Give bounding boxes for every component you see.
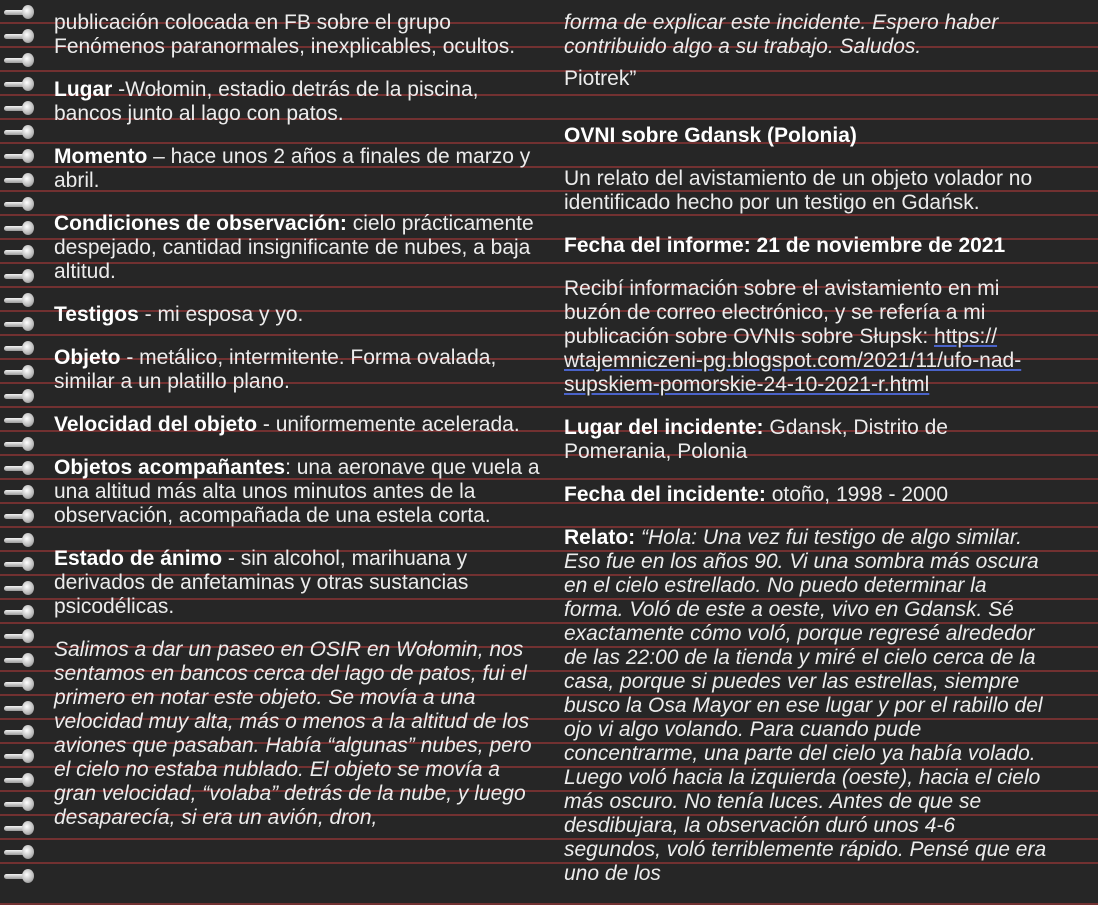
spiral-ring-icon	[4, 389, 34, 403]
story-label: Relato:	[564, 526, 636, 549]
notebook-spiral-binding	[0, 0, 42, 881]
spiral-ring-icon	[4, 53, 34, 67]
spiral-ring-icon	[4, 5, 34, 19]
incident-date	[564, 483, 1050, 507]
spiral-ring-icon	[4, 845, 34, 859]
intro-paragraph: publicación colocada en FB sobre el grupo Fenómenos paranormales, inexplicables, ocultos.	[54, 11, 516, 58]
field-label: Testigos	[54, 303, 139, 326]
spiral-ring-icon	[4, 653, 34, 667]
spiral-ring-icon	[4, 629, 34, 643]
field-label: Objeto	[54, 346, 121, 369]
spiral-ring-icon	[4, 29, 34, 43]
field-velocidad	[54, 413, 540, 437]
narrative-paragraph	[54, 638, 540, 830]
field-label: Momento	[54, 145, 148, 168]
narrative-text: Salimos a dar un paseo en OSIR en Wołomin, nos sentamos en bancos cerca del lago de patos, fui el primero en notar este objeto. Se movía a una velocidad muy alta, más o menos a la altitud de los aviones que pasaban. Había “algunas” nubes, pero el cielo no estaba nublado. El objeto se movía a gran velocidad, “volaba” detrás de la nube, y luego desaparecía, si era un avión, dron,	[54, 638, 532, 829]
field-label: Velocidad del objeto	[54, 413, 258, 436]
field-condiciones	[54, 212, 540, 284]
spiral-ring-icon	[4, 605, 34, 619]
field-testigos	[54, 303, 540, 327]
spiral-ring-icon	[4, 365, 34, 379]
report-date: Fecha del informe: 21 de noviembre de 2021	[564, 234, 1006, 257]
story-text: “Hola: Una vez fui testigo de algo similar. Eso fue en los años 90. Vi una sombra más oscura en el cielo estrellado. No puedo determinar la forma. Voló de este a oeste, vivo en Gdansk. Sé exactamente cómo voló, porque regresé alrededor de las 22:00 de la tienda y miré el cielo cerca de la casa, porque si puedes ver las estrellas, siempre busco la Osa Mayor en ese lugar y por el rabillo del ojo vi algo volando. Para cuando pude concentrarme, una parte del cielo ya había volado. Luego voló hacia la izquierda (oeste), hacia el cielo más oscuro. No tenía luces. Antes de que se desdibujara, la observación duró unos 4-6 segundos, voló terriblemente rápido. Pensé que era uno de los	[564, 526, 1047, 885]
field-objeto	[54, 346, 540, 394]
spiral-ring-icon	[4, 533, 34, 547]
spiral-ring-icon	[4, 773, 34, 787]
source-link[interactable]: https:// wtajemniczeni-pg.blogspot.com/2021/11/ufo-nad-supskiem-pomorskie-24-10-2021-r.html	[564, 325, 1022, 396]
spiral-ring-icon	[4, 677, 34, 691]
field-label: Estado de ánimo	[54, 547, 223, 570]
spiral-ring-icon	[4, 77, 34, 91]
place-value: Gdansk, Distrito de Pomerania, Polonia	[564, 416, 948, 463]
field-value: - mi esposa y yo.	[138, 303, 304, 326]
spiral-ring-icon	[4, 485, 34, 499]
left-column	[54, 11, 540, 849]
spiral-ring-icon	[4, 245, 34, 259]
spiral-ring-icon	[4, 749, 34, 763]
info-text: Recibí información sobre el avistamiento en mi buzón de correo electrónico, y se refería a mi publicación sobre OVNIs sobre Słupsk:	[564, 277, 1000, 348]
spiral-ring-icon	[4, 341, 34, 355]
field-value: -Wołomin, estadio detrás de la piscina, bancos junto al lago con patos.	[54, 78, 479, 125]
spiral-ring-icon	[4, 581, 34, 595]
spiral-ring-icon	[4, 701, 34, 715]
field-value: : una aeronave que vuela a una altitud más alta unos minutos antes de la observación, acompañada de una estela corta.	[54, 456, 540, 527]
spiral-ring-icon	[4, 149, 34, 163]
article-heading: OVNI sobre Gdansk (Polonia)	[564, 124, 857, 147]
field-estado-animo	[54, 547, 540, 619]
info-paragraph	[564, 277, 1050, 397]
spiral-ring-icon	[4, 269, 34, 283]
closing-text: forma de explicar este incidente. Espero haber contribuido algo a su trabajo. Saludos.	[564, 11, 999, 58]
spiral-ring-icon	[4, 461, 34, 475]
spiral-ring-icon	[4, 821, 34, 835]
spiral-ring-icon	[4, 221, 34, 235]
spiral-ring-icon	[4, 317, 34, 331]
field-label: Lugar	[54, 78, 113, 101]
summary-paragraph: Un relato del avistamiento de un objeto volador no identificado hecho por un testigo en Gdańsk.	[564, 167, 1033, 214]
spiral-ring-icon	[4, 197, 34, 211]
field-objetos-acompanantes	[54, 456, 540, 528]
field-label: Objetos acompañantes	[54, 456, 286, 479]
date-value: otoño, 1998 - 2000	[765, 483, 949, 506]
right-column	[564, 11, 1050, 905]
spiral-ring-icon	[4, 125, 34, 139]
signature: Piotrek”	[564, 67, 637, 90]
field-value: - metálico, intermitente. Forma ovalada, similar a un platillo plano.	[54, 346, 497, 393]
spiral-ring-icon	[4, 437, 34, 451]
field-value: – hace unos 2 años a finales de marzo y abril.	[54, 145, 531, 192]
field-value: - uniformemente acelerada.	[257, 413, 520, 436]
field-label: Condiciones de observación:	[54, 212, 347, 235]
spiral-ring-icon	[4, 797, 34, 811]
date-label: Fecha del incidente:	[564, 483, 766, 506]
field-momento	[54, 145, 540, 193]
closing-paragraph	[564, 11, 1050, 59]
field-value: cielo prácticamente despejado, cantidad insignificante de nubes, a baja altitud.	[54, 212, 534, 283]
field-lugar	[54, 78, 540, 126]
spiral-ring-icon	[4, 509, 34, 523]
incident-place	[564, 416, 1050, 464]
spiral-ring-icon	[4, 293, 34, 307]
story-paragraph	[564, 526, 1050, 886]
spiral-ring-icon	[4, 557, 34, 571]
spiral-ring-icon	[4, 173, 34, 187]
spiral-ring-icon	[4, 413, 34, 427]
field-value: - sin alcohol, marihuana y derivados de anfetaminas y otras sustancias psicodélicas.	[54, 547, 469, 618]
spiral-ring-icon	[4, 101, 34, 115]
place-label: Lugar del incidente:	[564, 416, 764, 439]
spiral-ring-icon	[4, 725, 34, 739]
